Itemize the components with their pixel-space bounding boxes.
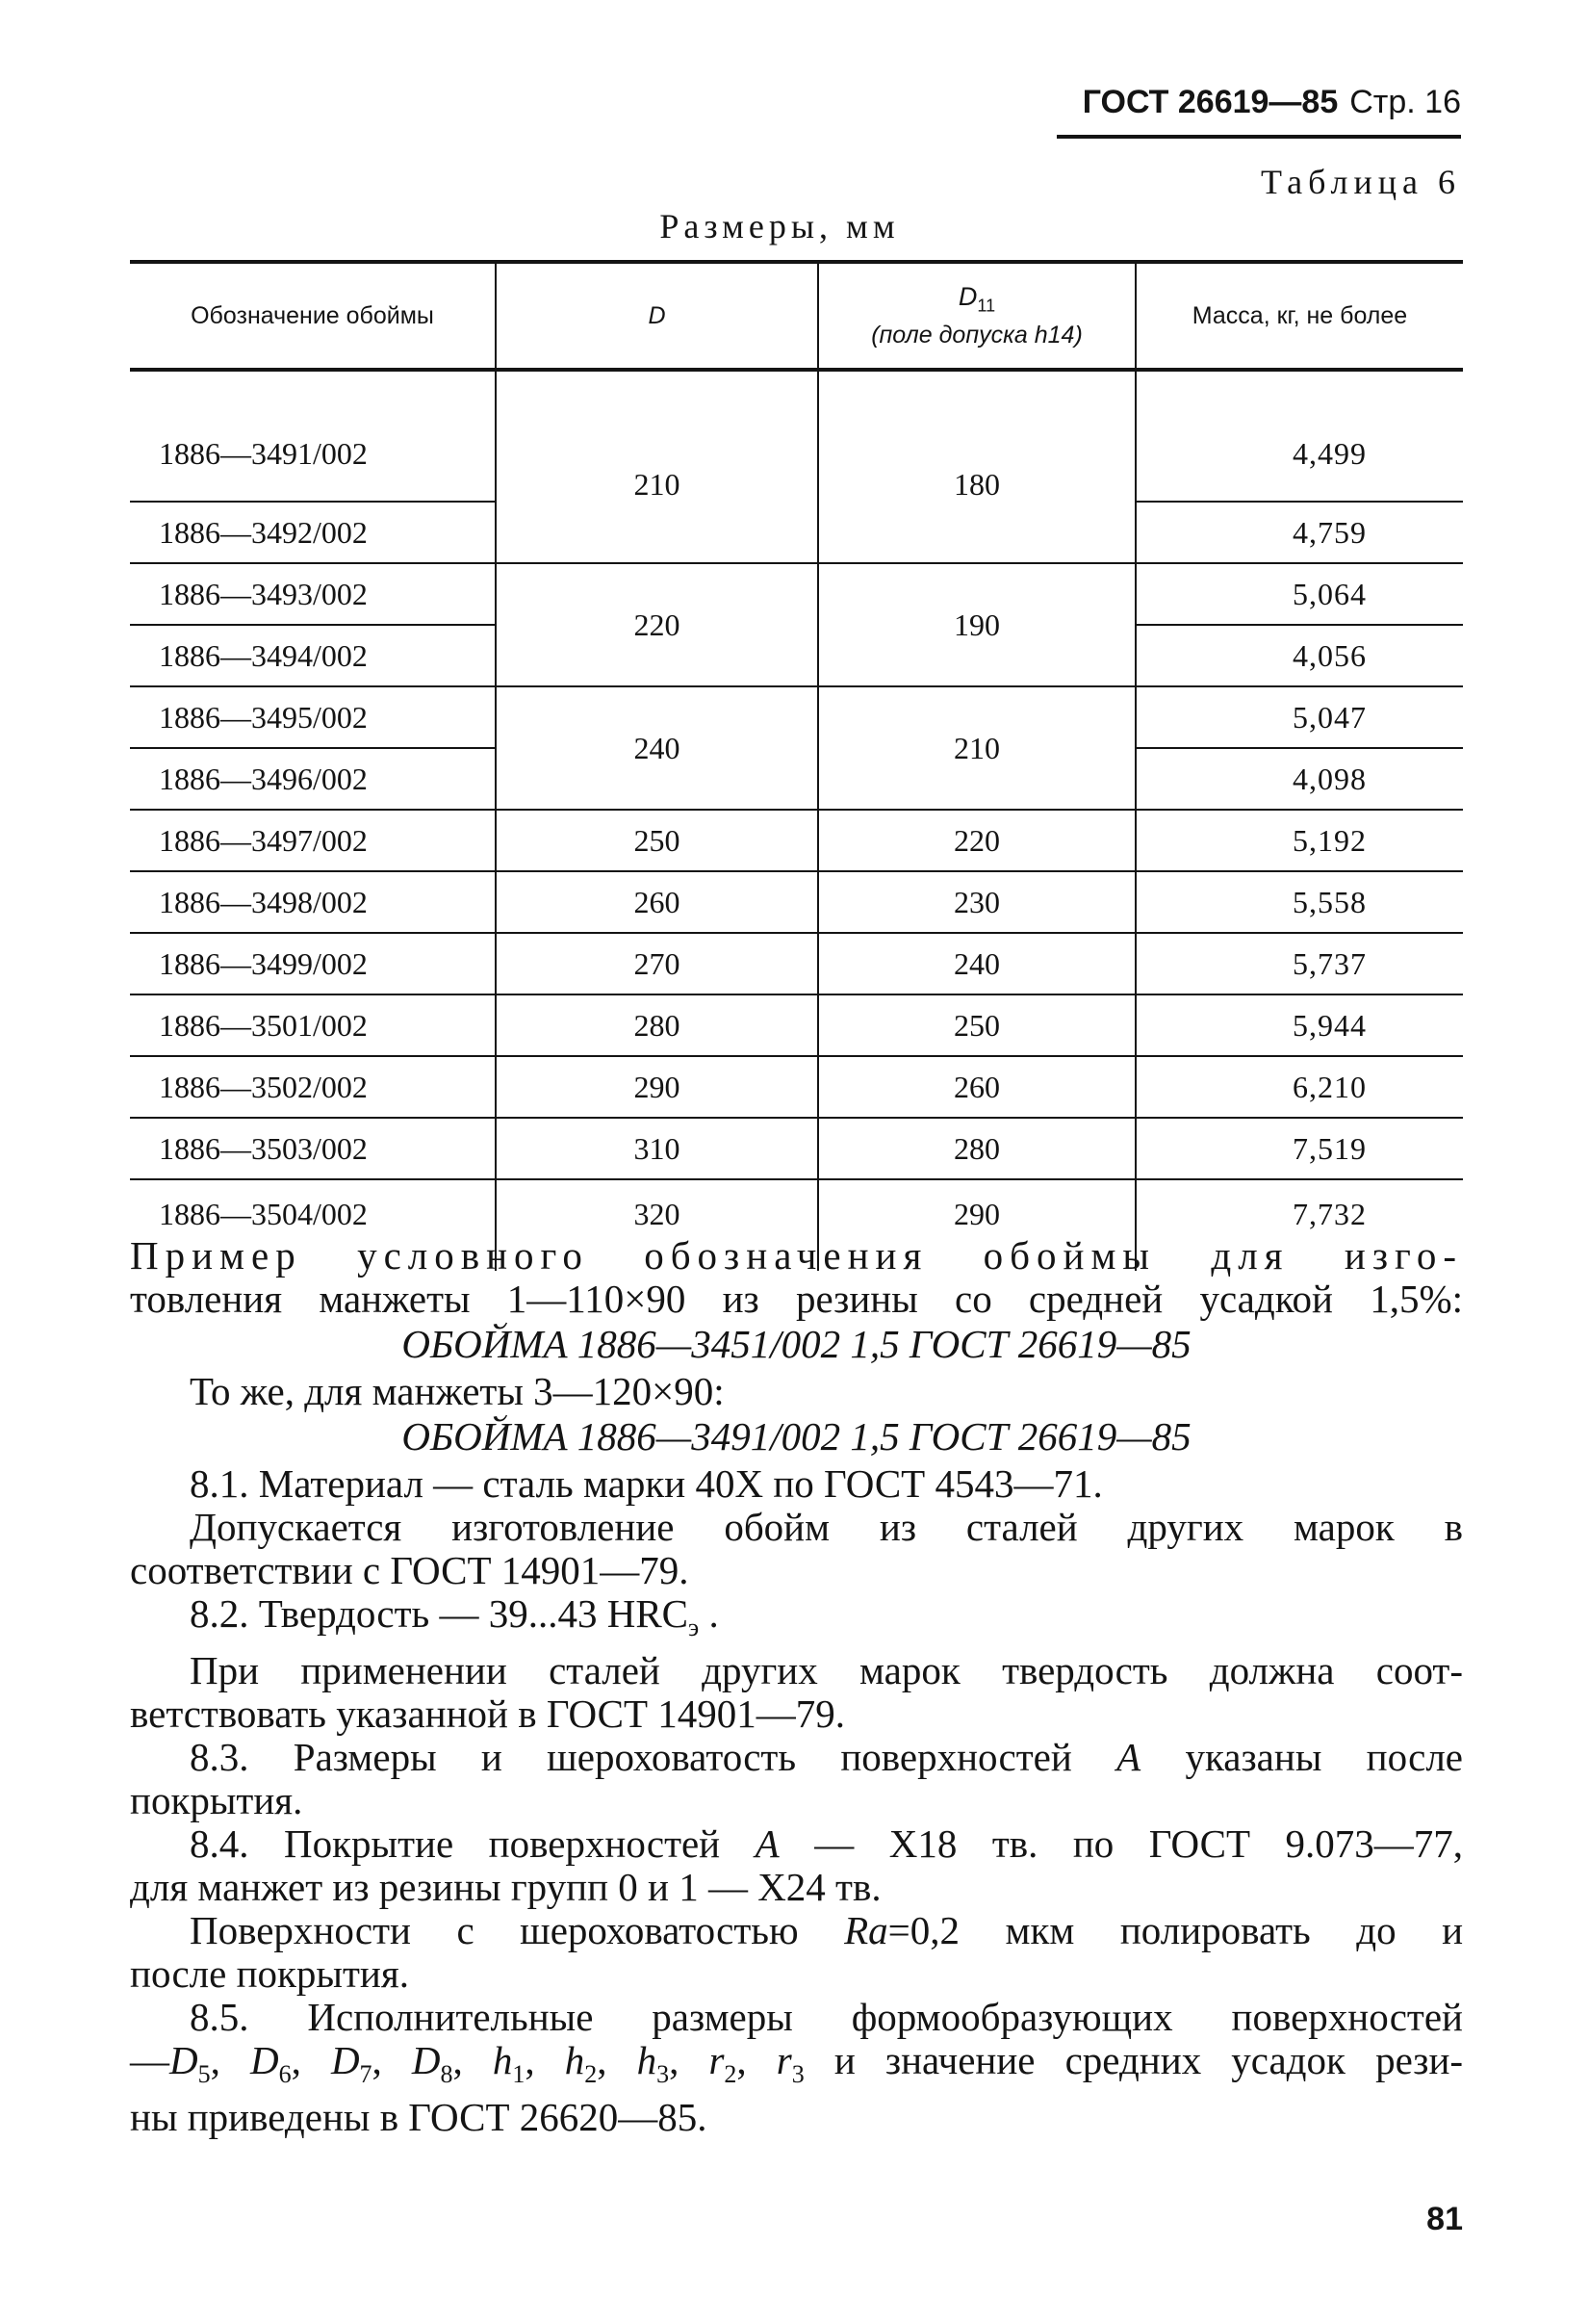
d-cell: 240: [496, 686, 818, 810]
example-intro-line-1: Пример условного обозначения обоймы для изго-: [130, 1233, 1463, 1278]
mass-cell: 7,732: [1136, 1179, 1463, 1271]
page-label: Стр. 16: [1349, 84, 1461, 120]
d11-symbol: $D_{11}$: [958, 282, 996, 316]
d11-cell: 290: [818, 1179, 1136, 1271]
mass-cell: 7,519: [1136, 1118, 1463, 1179]
d11-cell: 280: [818, 1118, 1136, 1179]
clause-8-2-note-line-1: При применении сталей других марок твердость должна соот-: [190, 1648, 1463, 1693]
mass-cell: 4,056: [1136, 625, 1463, 686]
column-header-designation: Обозначение обоймы: [130, 262, 496, 370]
table-row: [130, 686, 1463, 748]
column-header-d11: [818, 262, 1136, 370]
column-header-mass: Масса, кг, не более: [1136, 262, 1463, 370]
table-row: [130, 370, 1463, 502]
d11-cell: 260: [818, 1056, 1136, 1118]
designation-cell: 1886—3501/002: [130, 994, 496, 1056]
d11-cell: 210: [818, 686, 1136, 810]
table-row: [130, 1118, 1463, 1179]
mass-cell: 5,192: [1136, 810, 1463, 871]
d-cell: 310: [496, 1118, 818, 1179]
standard-code: ГОСТ 26619—85: [1082, 84, 1339, 120]
mass-cell: 4,098: [1136, 748, 1463, 810]
designation-cell: 1886—3496/002: [130, 748, 496, 810]
body-text: [130, 1234, 1463, 2139]
column-header-d: D: [496, 262, 818, 370]
mass-cell: 5,737: [1136, 933, 1463, 994]
mass-cell: 4,499: [1136, 370, 1463, 502]
d-cell: 270: [496, 933, 818, 994]
table-row: [130, 933, 1463, 994]
d-cell: 290: [496, 1056, 818, 1118]
table-row: [130, 1056, 1463, 1118]
designation-cell: 1886—3504/002: [159, 1196, 368, 1231]
clause-8-4-line-1: 8.4. Покрытие поверхностей A — Х18 тв. по ГОСТ 9.073—77,: [190, 1821, 1463, 1867]
d-cell: 250: [496, 810, 818, 871]
table-label: Таблица 6: [1261, 163, 1461, 201]
designation-cell: 1886—3498/002: [130, 871, 496, 933]
designation-cell: 1886—3499/002: [130, 933, 496, 994]
clause-8-5-line-2: $—D_5$, $D_6$, $D_7$, $D_8$, $h_1$, $h_2$, $h_3$, $r_2$, $r_3$ и значение средних усадок рези-: [130, 2038, 1464, 2089]
clause-8-4-line-2: для манжет из резины групп 0 и 1 — Х24 тв.: [130, 1865, 882, 1910]
d-cell: 320: [496, 1179, 818, 1271]
table-row: [130, 871, 1463, 933]
mass-cell: 5,064: [1136, 563, 1463, 625]
table-header-row: [130, 262, 1463, 370]
d-cell: 210: [496, 370, 818, 563]
example-designation-2: ОБОЙМА 1886—3491/002 1,5 ГОСТ 26619—85: [401, 1414, 1192, 1459]
table-caption: Размеры, мм: [659, 207, 900, 245]
d-cell: 260: [496, 871, 818, 933]
d-cell: 220: [496, 563, 818, 686]
clause-8-2-note-line-2: ветствовать указанной в ГОСТ 14901—79.: [130, 1691, 846, 1737]
designation-cell: 1886—3503/002: [130, 1118, 496, 1179]
designation-cell: 1886—3497/002: [130, 810, 496, 871]
page-header: [1057, 77, 1461, 139]
clause-8-1-note-line-1: Допускается изготовление обойм из сталей других марок в: [190, 1505, 1463, 1549]
example-intro-line-2: товления манжеты 1—110×90 из резины со средней усадкой 1,5%:: [130, 1277, 1463, 1321]
designation-cell: 1886—3494/002: [130, 625, 496, 686]
d11-cell: 240: [818, 933, 1136, 994]
clause-8-2: 8.2. Твердость — 39...43 $HRC_э$ .: [190, 1591, 719, 1642]
clause-8-4-note-line-1: Поверхности с шероховатостью Ra=0,2 мкм полировать до и: [190, 1908, 1464, 1953]
d11-tolerance-note: (поле допуска h14): [871, 321, 1083, 349]
clause-8-5-line-1: 8.5. Исполнительные размеры формообразующих поверхностей: [190, 1995, 1463, 2040]
clause-8-1: 8.1. Материал — сталь марки 40Х по ГОСТ 4543—71.: [190, 1461, 1103, 1506]
table-row: [130, 563, 1463, 625]
d11-cell: 220: [818, 810, 1136, 871]
same-for-cuff-line: То же, для манжеты 3—120×90:: [190, 1369, 725, 1413]
clause-8-5-line-3: ны приведены в ГОСТ 26620—85.: [130, 2095, 707, 2140]
dimensions-table: [130, 260, 1463, 1271]
mass-cell: 5,944: [1136, 994, 1463, 1056]
mass-cell: 5,047: [1136, 686, 1463, 748]
designation-cell: 1886—3492/002: [130, 502, 496, 563]
table-row: [130, 994, 1463, 1056]
mass-cell: 4,759: [1136, 502, 1463, 563]
page-number: 81: [1426, 2201, 1463, 2237]
mass-cell: 6,210: [1136, 1056, 1463, 1118]
d11-cell: 250: [818, 994, 1136, 1056]
clause-8-1-note-line-2: соответствии с ГОСТ 14901—79.: [130, 1548, 689, 1592]
clause-8-3-line-2: покрытия.: [130, 1778, 303, 1823]
example-designation-1: ОБОЙМА 1886—3451/002 1,5 ГОСТ 26619—85: [401, 1322, 1192, 1366]
designation-cell: 1886—3502/002: [130, 1056, 496, 1118]
d11-cell: 190: [818, 563, 1136, 686]
mass-cell: 5,558: [1136, 871, 1463, 933]
d-cell: 280: [496, 994, 818, 1056]
designation-cell: 1886—3491/002: [130, 370, 496, 502]
d11-cell: 180: [818, 370, 1136, 563]
d11-cell: 230: [818, 871, 1136, 933]
designation-cell: 1886—3495/002: [130, 686, 496, 748]
clause-8-3-line-1: 8.3. Размеры и шероховатость поверхностей A указаны после: [190, 1735, 1463, 1780]
clause-8-4-note-line-2: после покрытия.: [130, 1951, 409, 1997]
table-row: [130, 810, 1463, 871]
designation-cell: 1886—3493/002: [130, 563, 496, 625]
